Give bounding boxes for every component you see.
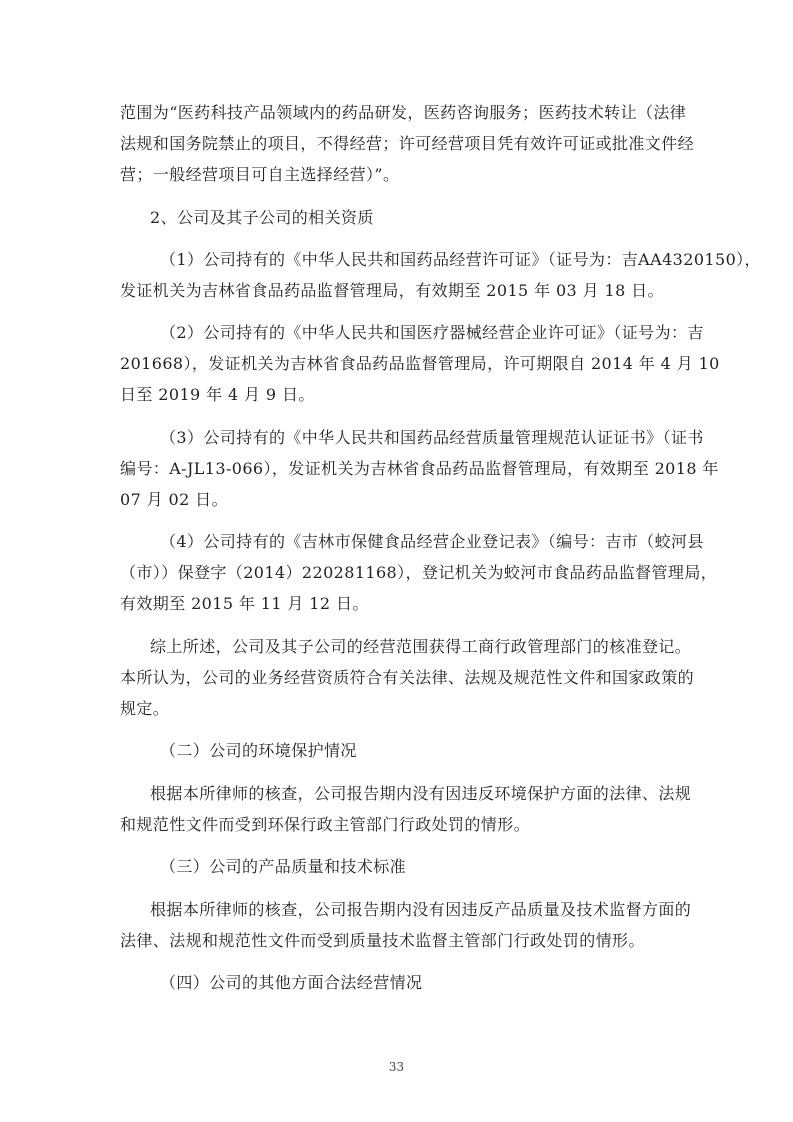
section-heading: （三）公司的产品质量和技术标准 — [160, 857, 407, 876]
body-line: 营；一般经营项目可自主选择经营）”。 — [120, 165, 400, 184]
body-line: 有效期至 2015 年 11 月 12 日。 — [120, 594, 369, 613]
body-line: 和规范性文件而受到环保行政主管部门行政处罚的情形。 — [120, 815, 531, 834]
body-line: 法律、法规和规范性文件而受到质量技术监督主管部门行政处罚的情形。 — [120, 931, 645, 950]
section-heading: 2、公司及其子公司的相关资质 — [150, 208, 374, 227]
body-line: 综上所述，公司及其子公司的经营范围获得工商行政管理部门的核准登记。 — [150, 637, 692, 656]
body-line: 根据本所律师的核查，公司报告期内没有因违反产品质量及技术监督方面的 — [150, 900, 692, 919]
body-line: 根据本所律师的核查，公司报告期内没有因违反环境保护方面的法律、法规 — [150, 784, 692, 803]
body-line: 本所认为，公司的业务经营资质符合有关法律、法规及规范性文件和国家政策的 — [120, 668, 695, 687]
body-line: 法规和国务院禁止的项目，不得经营；许可经营项目凭有效许可证或批准文件经 — [120, 134, 695, 153]
body-line: 编号：A-JL13-066），发证机关为吉林省食品药品监督管理局，有效期至 2018 年 — [120, 459, 719, 478]
body-line: 范围为“医药科技产品领域内的药品研发，医药咨询服务；医药技术转让（法律 — [120, 103, 687, 122]
body-line: 规定。 — [120, 699, 170, 718]
body-line: 07 月 02 日。 — [120, 490, 228, 509]
body-line: （市））保登字（2014）220281168），登记机关为蛟河市食品药品监督管理局， — [120, 563, 718, 582]
section-heading: （二）公司的环境保护情况 — [160, 741, 357, 760]
section-heading: （四）公司的其他方面合法经营情况 — [160, 973, 423, 992]
body-line: （3）公司持有的《中华人民共和国药品经营质量管理规范认证证书》（证书 — [160, 428, 704, 447]
page-number: 33 — [388, 1060, 405, 1074]
body-line: （2）公司持有的《中华人民共和国医疗器械经营企业许可证》（证号为：吉 — [160, 323, 704, 342]
body-line: 日至 2019 年 4 月 9 日。 — [120, 385, 315, 404]
body-line: 发证机关为吉林省食品药品监督管理局，有效期至 2015 年 03 月 18 日。 — [120, 281, 664, 300]
body-line: （4）公司持有的《吉林市保健食品经营企业登记表》（编号：吉市（蛟河县 — [160, 532, 704, 551]
body-line: （1）公司持有的《中华人民共和国药品经营许可证》（证号为：吉AA4320150）， — [160, 250, 761, 269]
body-line: 201668），发证机关为吉林省食品药品监督管理局，许可期限自 2014 年 4 月 10 — [120, 354, 720, 373]
